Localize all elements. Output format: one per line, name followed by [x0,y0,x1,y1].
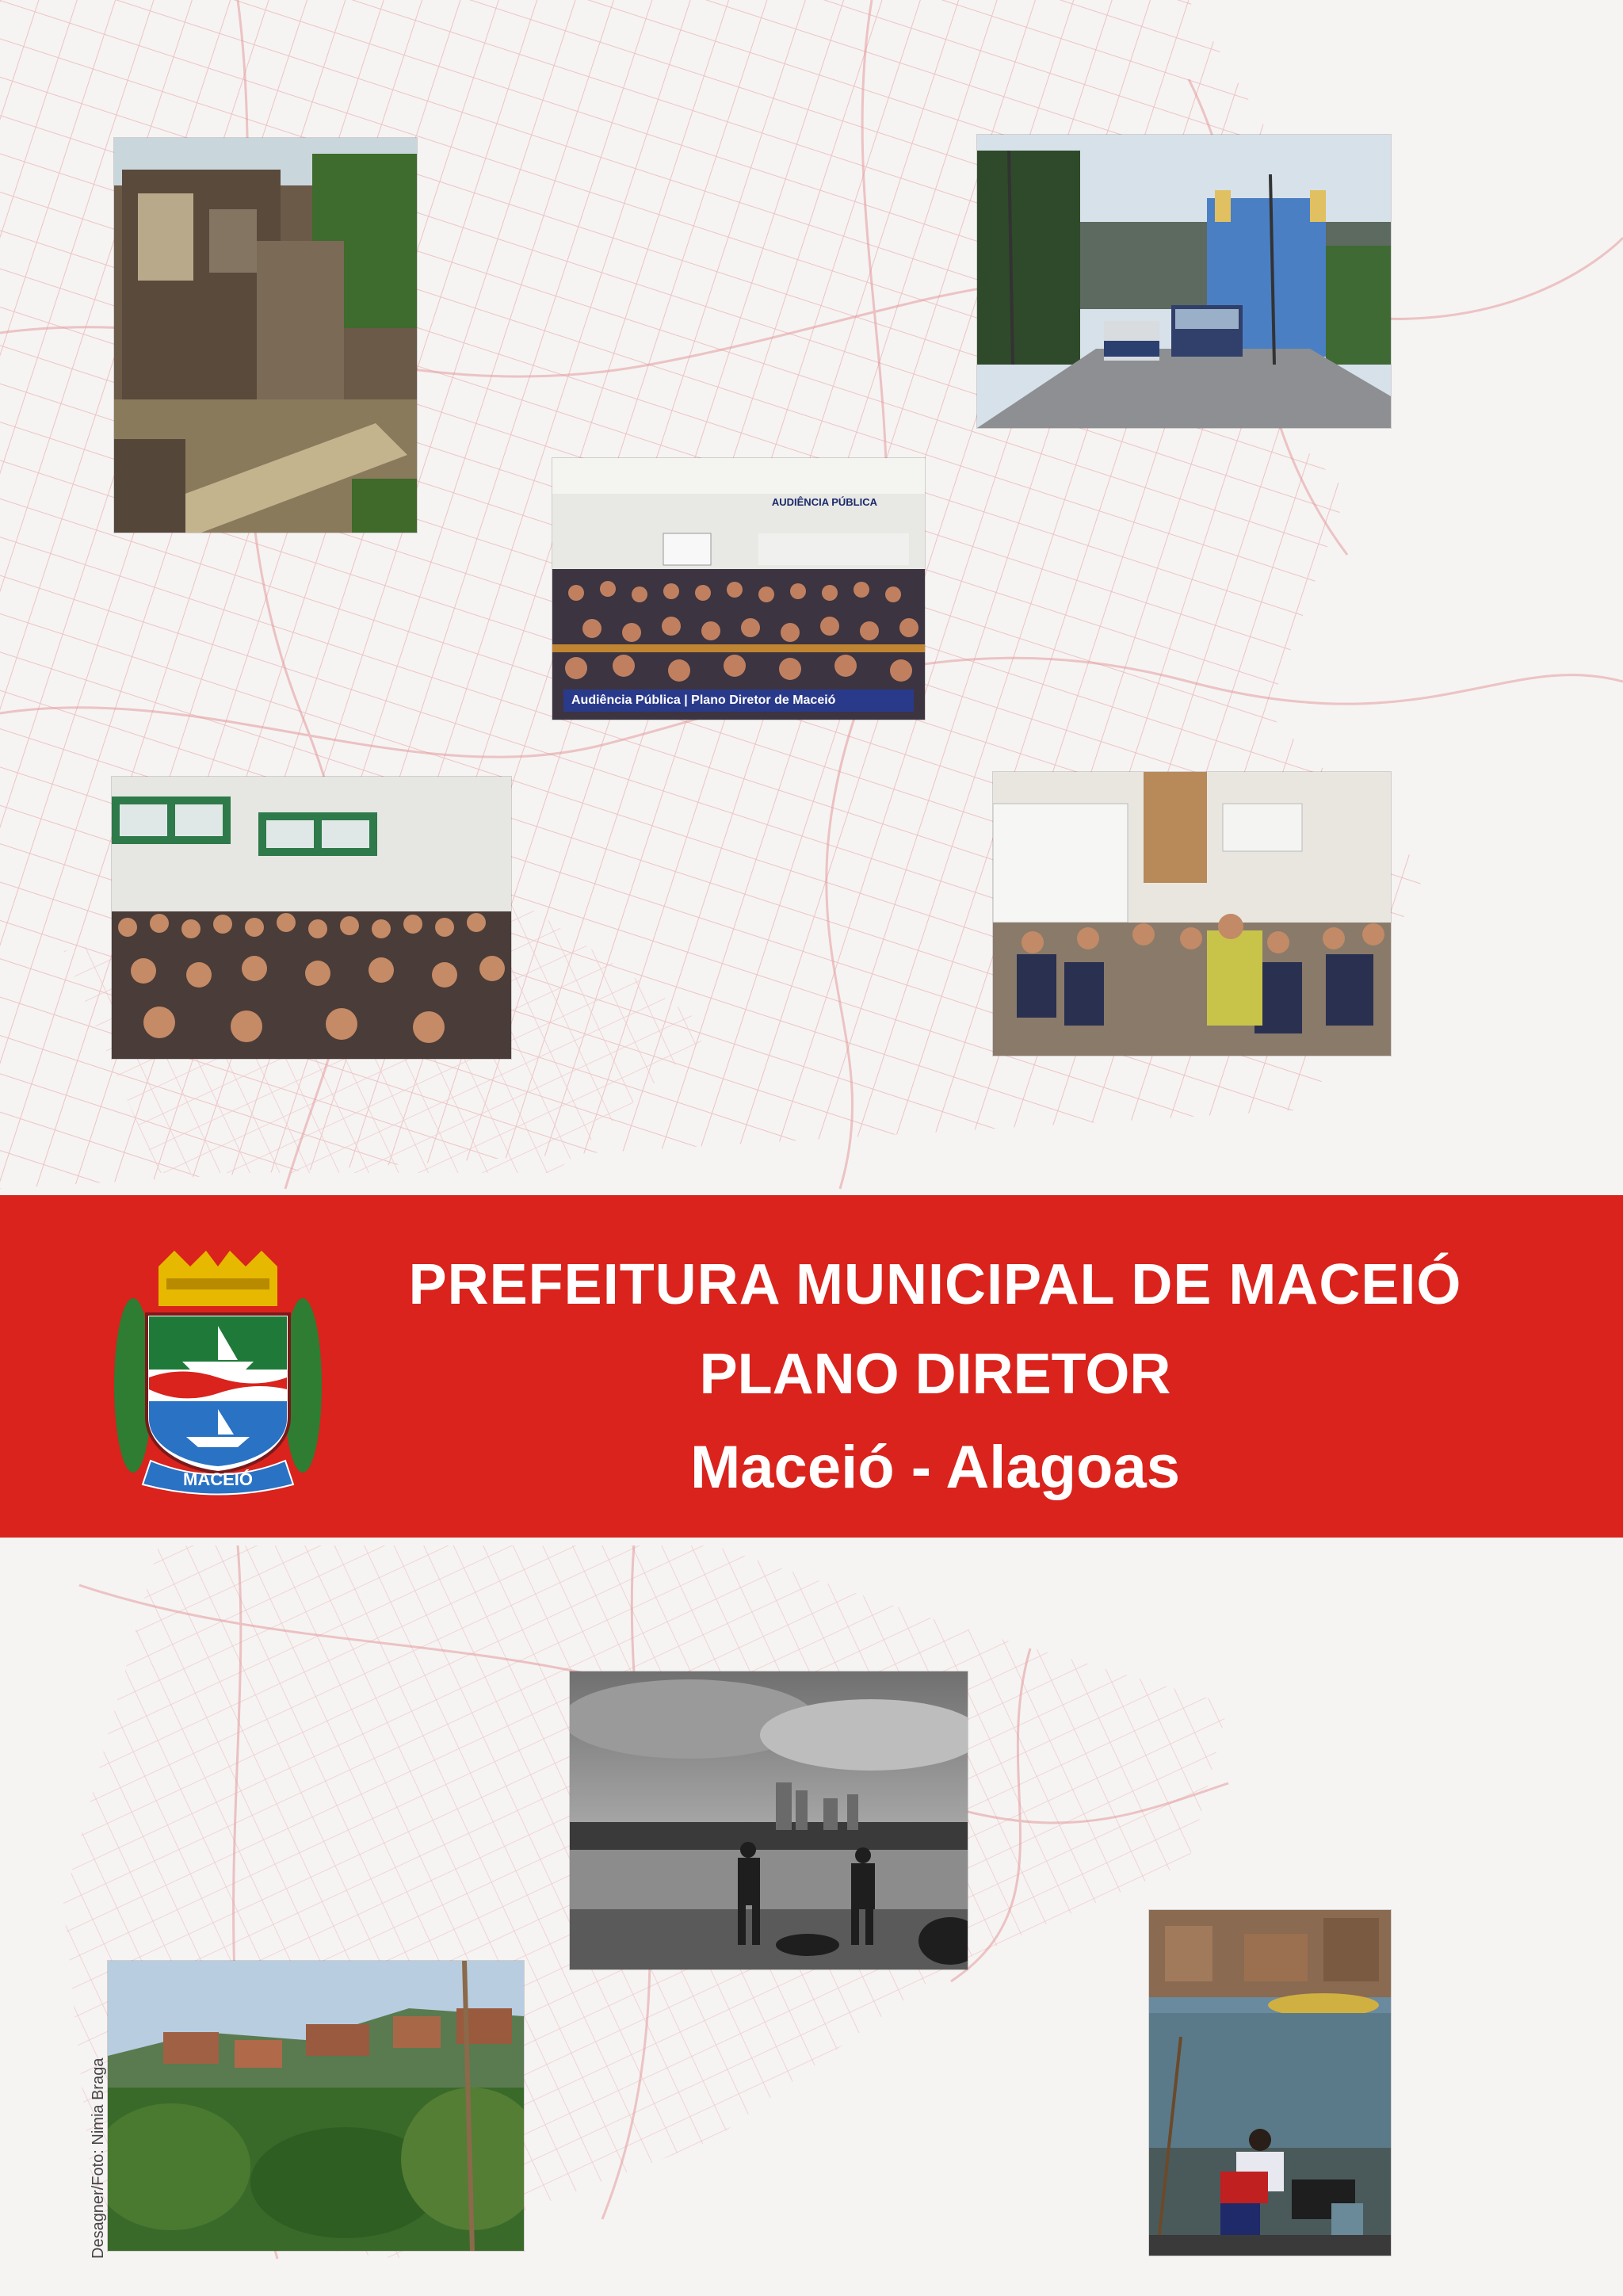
photo-credit: Desagner/Foto: Nimia Braga [90,2057,107,2259]
photo-beach-fishermen [570,1671,968,1969]
audience-caption: Audiência Pública | Plano Diretor de Maceió [563,690,914,712]
photo-public-hearing [552,458,925,720]
photo-lagoon-fishermen [1149,1910,1391,2256]
crest-label: MACEIÓ [183,1469,253,1489]
photo-group-meeting [993,772,1391,1056]
banner-title-plano-diretor: PLANO DIRETOR [699,1343,1171,1406]
title-banner [0,1195,1623,1538]
photo-meeting-room [112,777,511,1059]
audience-sign-text: AUDIÊNCIA PÚBLICA [771,496,877,508]
banner-title-location: Maceió - Alagoas [689,1434,1181,1501]
photo-hillside-houses [108,1961,524,2251]
photo-street [977,135,1391,428]
banner-title-prefeitura: PREFEITURA MUNICIPAL DE MACEIÓ [408,1253,1462,1316]
maceio-coat-of-arms-icon [111,1251,325,1496]
photo-shacks [114,138,417,533]
